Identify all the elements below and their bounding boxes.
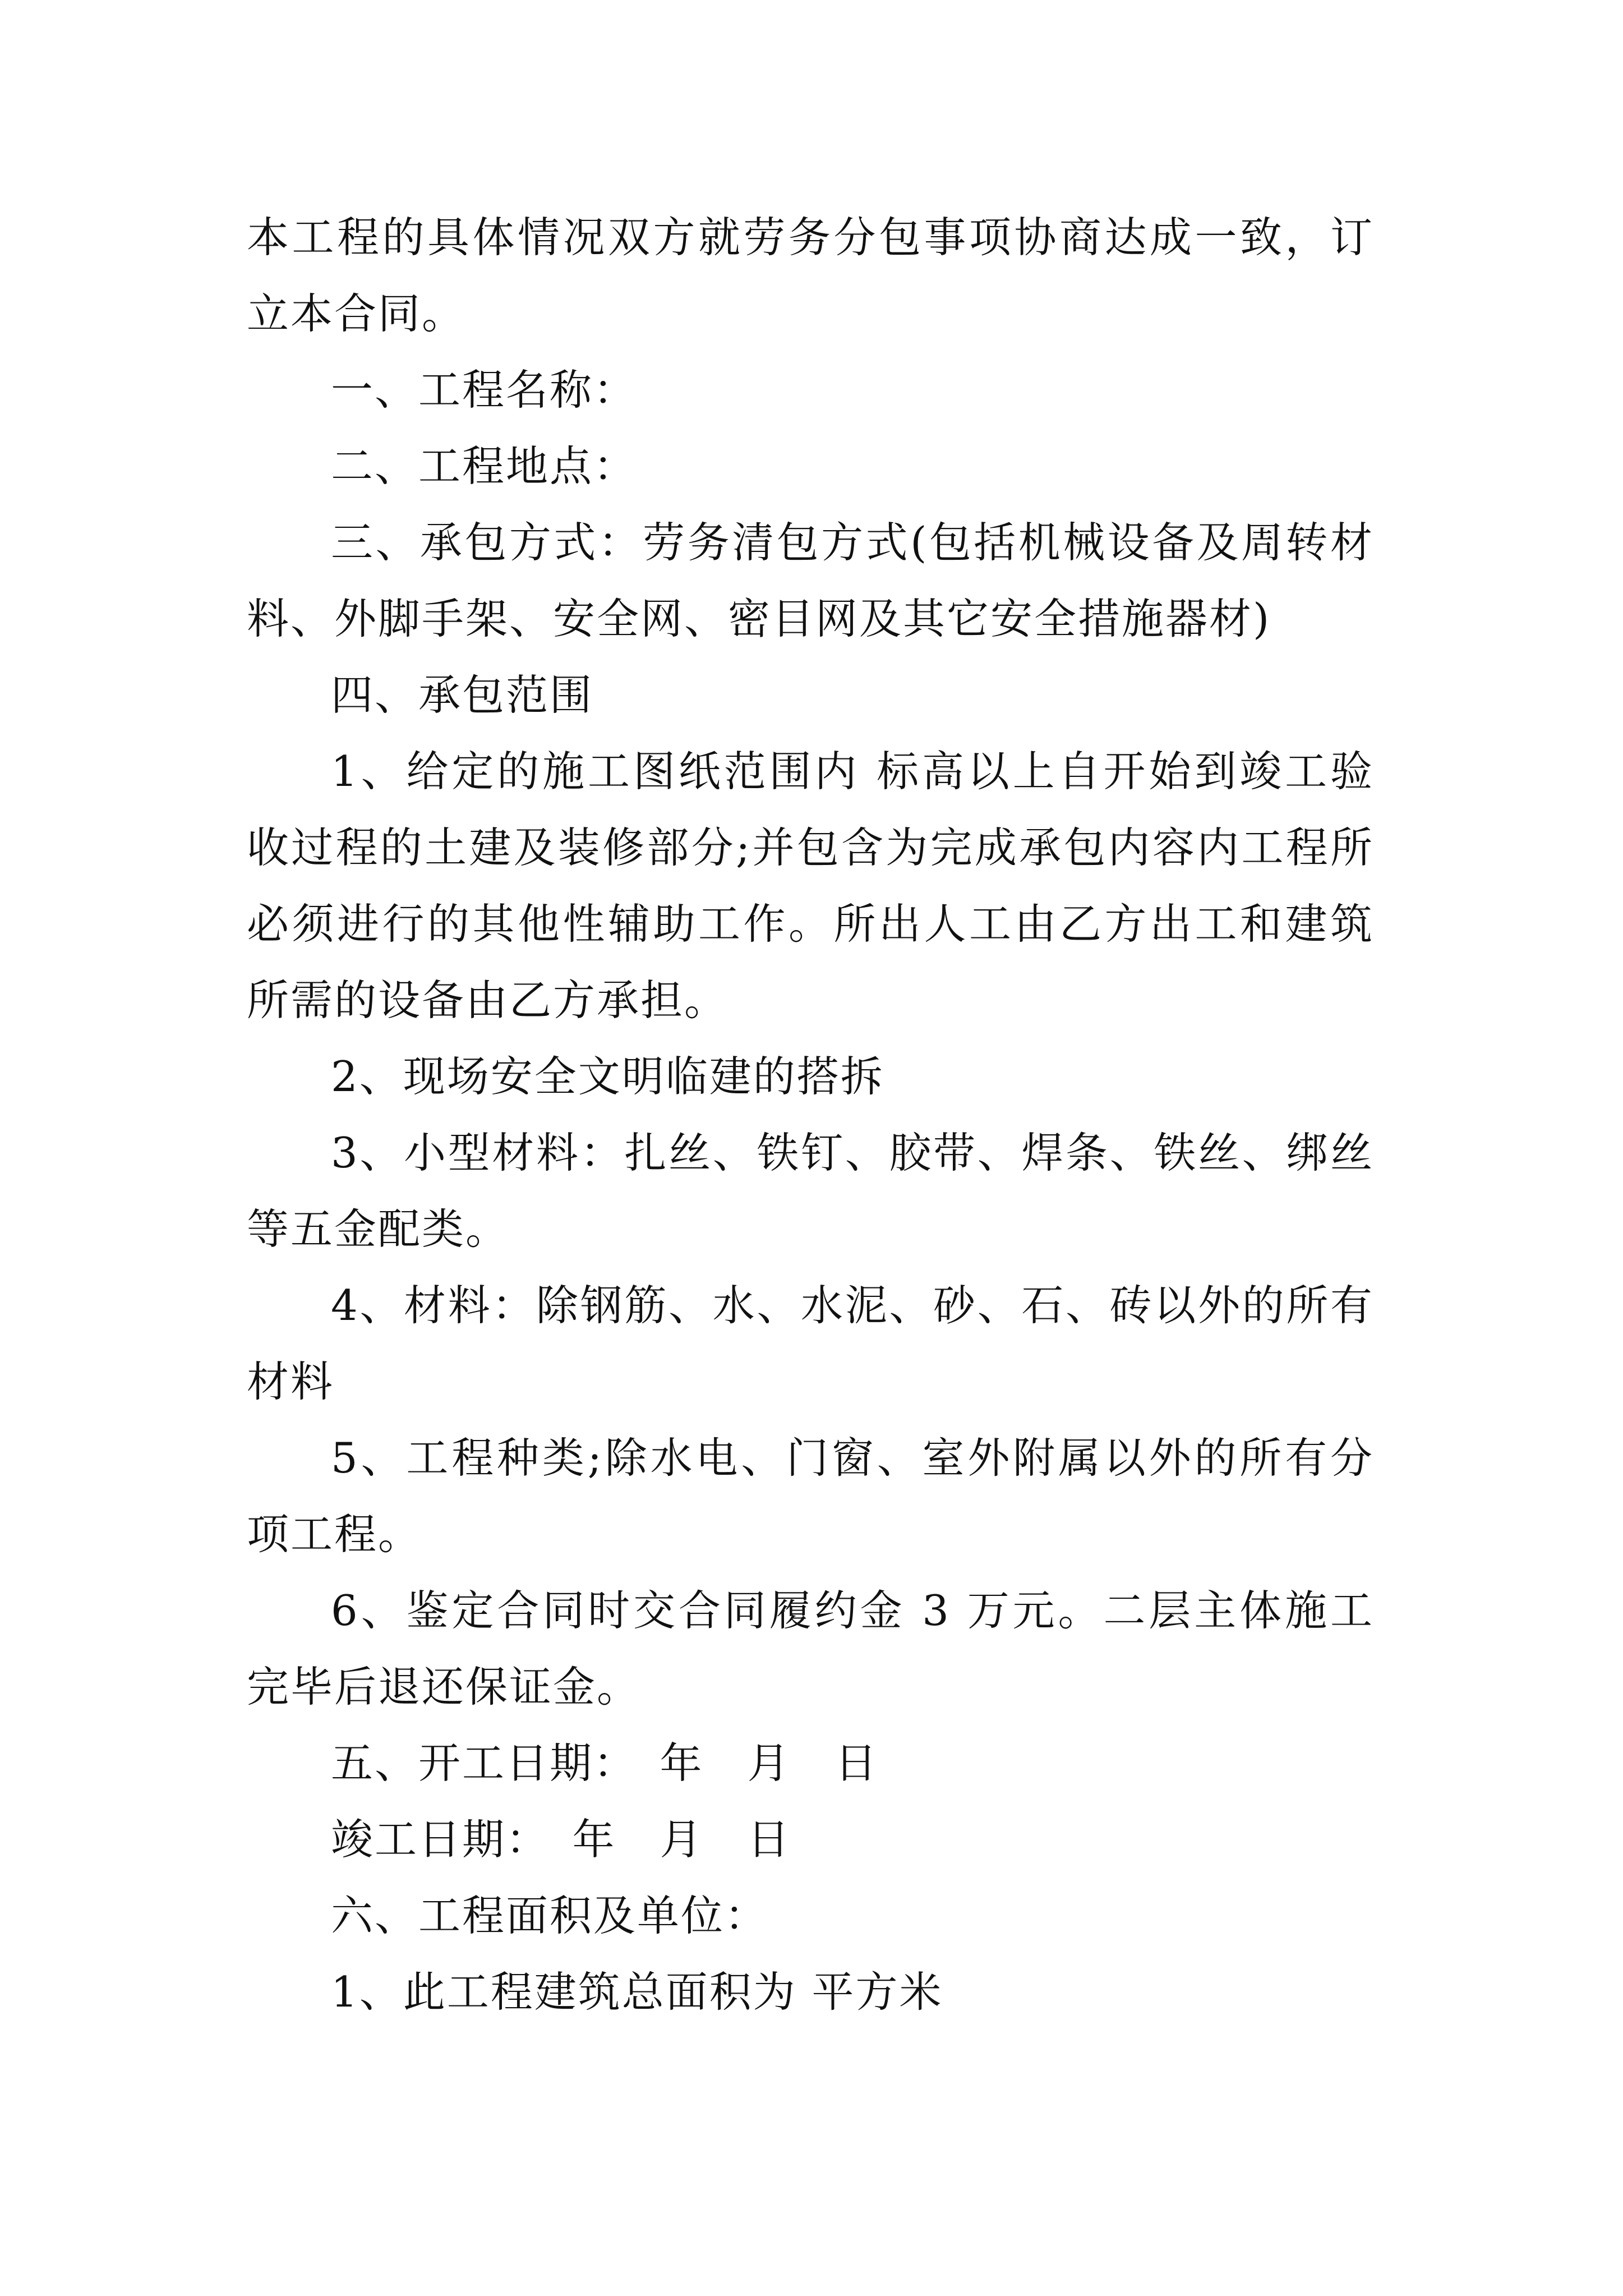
paragraph-scope-item-1: 1、给定的施工图纸范围内 标高以上自开始到竣工验收过程的土建及装修部分;并包含为完成承包内容内工程所必须进行的其他性辅助工作。所出人工由乙方出工和建筑所需的设备由乙方承担。 [247, 747, 1374, 1025]
paragraph-scope-heading: 四、承包范围 [331, 670, 594, 720]
paragraph-project-location: 二、工程地点： [331, 441, 638, 491]
paragraph-area-item-1: 1、此工程建筑总面积为 平方米 [331, 1967, 943, 2017]
paragraph-project-name: 一、工程名称： [331, 365, 638, 415]
paragraph-scope-item-4: 4、材料：除钢筋、水、水泥、砂、石、砖以外的所有材料 [247, 1281, 1374, 1406]
paragraph-start-date: 五、开工日期： 年 月 日 [331, 1738, 879, 1788]
document-body [247, 199, 1374, 2030]
paragraph-scope-item-3: 3、小型材料：扎丝、铁钉、胶带、焊条、铁丝、绑丝等五金配类。 [247, 1128, 1374, 1254]
paragraph-completion-date: 竣工日期： 年 月 日 [331, 1815, 791, 1864]
paragraph-scope-item-5: 5、工程种类;除水电、门窗、室外附属以外的所有分项工程。 [247, 1433, 1374, 1559]
paragraph-intro: 本工程的具体情况双方就劳务分包事项协商达成一致，订立本合同。 [247, 213, 1374, 338]
paragraph-area-heading: 六、工程面积及单位： [331, 1891, 769, 1940]
paragraph-scope-item-2: 2、现场安全文明临建的搭拆 [331, 1052, 884, 1101]
paragraph-contract-method: 三、承包方式：劳务清包方式(包括机械设备及周转材料、外脚手架、安全网、密目网及其它安全措施器材) [247, 518, 1374, 643]
paragraph-scope-item-6: 6、鉴定合同时交合同履约金 3 万元。二层主体施工完毕后退还保证金。 [247, 1586, 1374, 1711]
